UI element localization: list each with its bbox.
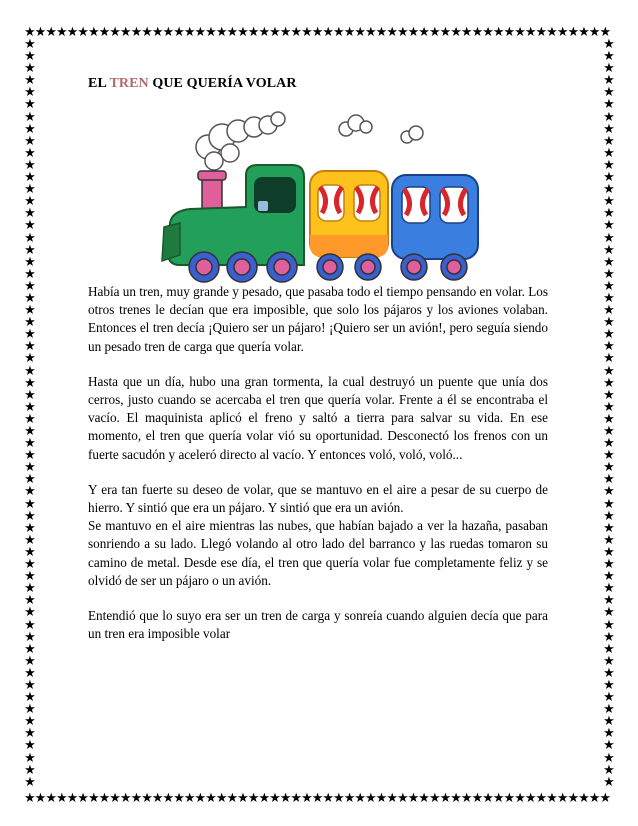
star-icon: ★ xyxy=(119,24,131,39)
star-icon: ★ xyxy=(269,790,280,805)
star-icon: ★ xyxy=(183,790,195,805)
star-icon: ★ xyxy=(603,447,615,463)
star-icon: ★ xyxy=(24,616,36,632)
star-icon: ★ xyxy=(24,483,36,499)
star-icon: ★ xyxy=(24,749,36,765)
star-icon: ★ xyxy=(603,531,615,547)
star-icon: ★ xyxy=(603,108,615,124)
star-icon: ★ xyxy=(24,495,36,511)
star-icon: ★ xyxy=(603,265,615,281)
star-icon: ★ xyxy=(24,60,36,76)
star-icon: ★ xyxy=(66,24,78,39)
star-icon: ★ xyxy=(24,471,36,487)
star-icon: ★ xyxy=(24,628,36,644)
star-icon: ★ xyxy=(311,24,323,39)
star-icon: ★ xyxy=(130,24,142,39)
star-icon: ★ xyxy=(354,790,365,805)
star-icon: ★ xyxy=(24,120,36,136)
star-icon: ★ xyxy=(45,790,56,805)
star-icon: ★ xyxy=(450,24,461,39)
star-icon: ★ xyxy=(603,725,615,741)
star-icon: ★ xyxy=(194,24,206,39)
star-icon: ★ xyxy=(603,737,615,753)
star-icon: ★ xyxy=(24,386,36,402)
star-icon: ★ xyxy=(603,60,615,76)
star-icon: ★ xyxy=(556,24,568,39)
star-icon: ★ xyxy=(162,24,174,39)
star-icon: ★ xyxy=(524,24,536,39)
star-icon: ★ xyxy=(603,410,615,426)
star-icon: ★ xyxy=(578,24,589,39)
paragraph-4: Se mantuvo en el aire mientras las nubes, que habían bajado a ver la hazaña, pasaban sonriendo a su lado. Llegó volando al otro lado del barranco y las ruedas tomaron su camino de metal. Desde ese día, el tren que quería volar fue completamente feliz y se olvidó de ser un pájaro o un avión. xyxy=(88,518,548,588)
star-icon: ★ xyxy=(24,229,36,245)
star-icon: ★ xyxy=(24,398,36,414)
star-icon: ★ xyxy=(546,790,557,805)
star-icon: ★ xyxy=(603,374,615,390)
star-icon: ★ xyxy=(24,241,36,257)
star-icon: ★ xyxy=(24,664,36,680)
star-icon: ★ xyxy=(428,24,440,39)
star-icon: ★ xyxy=(109,24,120,39)
star-icon: ★ xyxy=(151,790,163,805)
star-icon: ★ xyxy=(603,423,615,438)
page-title: EL TREN QUE QUERÍA VOLAR xyxy=(88,76,297,91)
star-border-left xyxy=(22,38,38,792)
toy-train-illustration xyxy=(150,105,485,295)
star-icon: ★ xyxy=(603,592,615,608)
star-icon: ★ xyxy=(77,24,88,39)
star-icon: ★ xyxy=(471,24,483,39)
star-icon: ★ xyxy=(428,790,440,805)
star-icon: ★ xyxy=(24,217,36,233)
star-icon: ★ xyxy=(603,314,615,330)
star-icon: ★ xyxy=(151,24,163,39)
star-icon: ★ xyxy=(514,790,525,805)
star-icon: ★ xyxy=(333,790,344,805)
star-icon: ★ xyxy=(603,676,615,692)
star-icon: ★ xyxy=(24,144,36,160)
star-icon: ★ xyxy=(375,24,387,39)
star-icon: ★ xyxy=(24,689,36,705)
star-icon: ★ xyxy=(603,616,615,632)
star-icon: ★ xyxy=(603,48,615,64)
star-icon: ★ xyxy=(603,72,615,88)
star-icon: ★ xyxy=(24,350,36,366)
star-icon: ★ xyxy=(588,24,600,39)
star-icon: ★ xyxy=(24,302,36,318)
star-icon: ★ xyxy=(603,120,615,136)
star-icon: ★ xyxy=(98,790,110,805)
paragraph-5: Entendió que lo suyo era ser un tren de carga y sonreía cuando alguien decía que para un tren era imposible volar xyxy=(88,608,548,642)
star-icon: ★ xyxy=(87,24,99,39)
star-icon: ★ xyxy=(492,790,504,805)
star-icon: ★ xyxy=(290,790,302,805)
star-icon: ★ xyxy=(365,790,376,805)
star-icon: ★ xyxy=(524,790,536,805)
star-icon: ★ xyxy=(503,24,515,39)
star-icon: ★ xyxy=(418,790,429,805)
star-icon: ★ xyxy=(450,790,461,805)
star-icon: ★ xyxy=(24,519,36,535)
star-icon: ★ xyxy=(603,326,615,342)
star-icon: ★ xyxy=(98,24,110,39)
star-icon: ★ xyxy=(24,181,36,197)
star-icon: ★ xyxy=(482,790,493,805)
star-icon: ★ xyxy=(24,652,36,668)
star-icon: ★ xyxy=(482,24,493,39)
star-icon: ★ xyxy=(603,289,615,305)
paragraph-3: Y era tan fuerte su deseo de volar, que se mantuvo en el aire a pesar de su cuerpo de hierro. Y sintió que era un pájaro. Y sintió que era un avión. xyxy=(88,481,548,516)
star-icon: ★ xyxy=(66,790,78,805)
star-icon: ★ xyxy=(603,38,615,51)
star-icon: ★ xyxy=(603,398,615,414)
star-icon: ★ xyxy=(567,24,579,39)
star-icon: ★ xyxy=(24,326,36,342)
star-icon: ★ xyxy=(34,790,46,805)
star-icon: ★ xyxy=(603,471,615,487)
star-icon: ★ xyxy=(603,169,615,185)
star-icon: ★ xyxy=(603,556,615,572)
star-icon: ★ xyxy=(24,48,36,64)
star-icon: ★ xyxy=(386,24,397,39)
star-icon: ★ xyxy=(205,790,216,805)
star-icon: ★ xyxy=(343,790,355,805)
star-icon: ★ xyxy=(603,495,615,511)
star-icon: ★ xyxy=(301,790,312,805)
star-icon: ★ xyxy=(141,24,152,39)
star-icon: ★ xyxy=(55,790,67,805)
star-icon: ★ xyxy=(279,24,291,39)
star-icon: ★ xyxy=(173,790,184,805)
star-icon: ★ xyxy=(333,24,344,39)
star-icon: ★ xyxy=(24,423,36,438)
star-icon: ★ xyxy=(460,24,472,39)
star-icon: ★ xyxy=(55,24,67,39)
star-icon: ★ xyxy=(322,790,334,805)
star-icon: ★ xyxy=(588,790,600,805)
star-icon: ★ xyxy=(24,640,36,656)
star-icon: ★ xyxy=(546,24,557,39)
star-border-right xyxy=(601,38,617,792)
star-icon: ★ xyxy=(439,790,451,805)
star-icon: ★ xyxy=(418,24,429,39)
star-icon: ★ xyxy=(603,761,615,777)
star-icon: ★ xyxy=(599,24,611,39)
star-icon: ★ xyxy=(24,435,36,451)
star-icon: ★ xyxy=(24,265,36,281)
star-icon: ★ xyxy=(247,790,259,805)
smoke-clouds xyxy=(196,112,423,170)
star-icon: ★ xyxy=(24,761,36,777)
star-icon: ★ xyxy=(603,713,615,729)
star-icon: ★ xyxy=(24,362,36,378)
star-icon: ★ xyxy=(603,749,615,765)
star-icon: ★ xyxy=(226,24,238,39)
star-icon: ★ xyxy=(24,205,36,221)
star-icon: ★ xyxy=(301,24,312,39)
star-icon: ★ xyxy=(24,338,36,354)
star-icon: ★ xyxy=(603,96,615,112)
star-icon: ★ xyxy=(24,277,36,293)
star-icon: ★ xyxy=(578,790,589,805)
star-icon: ★ xyxy=(215,790,227,805)
star-icon: ★ xyxy=(24,132,36,148)
star-border-top xyxy=(24,24,614,40)
star-icon: ★ xyxy=(603,277,615,293)
star-icon: ★ xyxy=(183,24,195,39)
star-icon: ★ xyxy=(77,790,88,805)
star-icon: ★ xyxy=(603,350,615,366)
star-icon: ★ xyxy=(603,253,615,269)
star-icon: ★ xyxy=(603,217,615,233)
star-icon: ★ xyxy=(535,790,547,805)
star-icon: ★ xyxy=(226,790,238,805)
star-icon: ★ xyxy=(535,24,547,39)
star-icon: ★ xyxy=(603,435,615,451)
star-icon: ★ xyxy=(471,790,483,805)
star-icon: ★ xyxy=(603,543,615,559)
star-icon: ★ xyxy=(24,737,36,753)
star-icon: ★ xyxy=(603,773,615,789)
star-icon: ★ xyxy=(343,24,355,39)
star-icon: ★ xyxy=(141,790,152,805)
star-icon: ★ xyxy=(162,790,174,805)
star-icon: ★ xyxy=(603,701,615,717)
star-icon: ★ xyxy=(603,640,615,656)
star-icon: ★ xyxy=(599,790,611,805)
star-icon: ★ xyxy=(24,543,36,559)
star-icon: ★ xyxy=(24,604,36,620)
star-icon: ★ xyxy=(311,790,323,805)
star-icon: ★ xyxy=(396,790,408,805)
star-icon: ★ xyxy=(603,241,615,257)
star-icon: ★ xyxy=(460,790,472,805)
star-icon: ★ xyxy=(503,790,515,805)
star-icon: ★ xyxy=(24,289,36,305)
star-icon: ★ xyxy=(603,193,615,209)
star-icon: ★ xyxy=(24,568,36,584)
star-icon: ★ xyxy=(258,24,270,39)
star-icon: ★ xyxy=(173,24,184,39)
star-icon: ★ xyxy=(603,132,615,148)
star-icon: ★ xyxy=(492,24,504,39)
star-icon: ★ xyxy=(24,556,36,572)
star-icon: ★ xyxy=(279,790,291,805)
star-icon: ★ xyxy=(119,790,131,805)
star-icon: ★ xyxy=(603,229,615,245)
star-icon: ★ xyxy=(24,447,36,463)
star-icon: ★ xyxy=(603,604,615,620)
star-icon: ★ xyxy=(24,72,36,88)
star-icon: ★ xyxy=(603,507,615,523)
star-icon: ★ xyxy=(407,24,419,39)
star-icon: ★ xyxy=(603,302,615,318)
star-icon: ★ xyxy=(396,24,408,39)
star-icon: ★ xyxy=(24,84,36,100)
star-icon: ★ xyxy=(24,531,36,547)
star-icon: ★ xyxy=(194,790,206,805)
star-icon: ★ xyxy=(514,24,525,39)
star-icon: ★ xyxy=(322,24,334,39)
star-icon: ★ xyxy=(24,374,36,390)
star-icon: ★ xyxy=(603,483,615,499)
star-icon: ★ xyxy=(603,181,615,197)
star-icon: ★ xyxy=(258,790,270,805)
paragraph-2: Hasta que un día, hubo una gran tormenta, la cual destruyó un puente que unía dos cerros, justo cuando se acercaba el tren que quería volar. Frente a él se encontraba el vacío. El maquinista aplicó el freno y saltó a tierra para salvar su vida. En ese momento, el tren que quería volar vió su oportunidad. Desconectó los frenos con un fuerte sacudón y aceleró directo al vacío. Y entonces voló, voló, voló... xyxy=(88,373,548,462)
star-icon: ★ xyxy=(269,24,280,39)
star-icon: ★ xyxy=(603,338,615,354)
star-icon: ★ xyxy=(87,790,99,805)
star-icon: ★ xyxy=(24,24,35,39)
star-icon: ★ xyxy=(603,519,615,535)
star-icon: ★ xyxy=(24,108,36,124)
star-icon: ★ xyxy=(24,790,35,805)
star-icon: ★ xyxy=(365,24,376,39)
star-icon: ★ xyxy=(24,725,36,741)
star-icon: ★ xyxy=(603,689,615,705)
star-icon: ★ xyxy=(567,790,579,805)
star-icon: ★ xyxy=(237,790,248,805)
star-icon: ★ xyxy=(603,652,615,668)
star-icon: ★ xyxy=(375,790,387,805)
star-icon: ★ xyxy=(603,459,615,475)
star-icon: ★ xyxy=(24,314,36,330)
paragraph-1: Había un tren, muy grande y pesado, que pasaba todo el tiempo pensando en volar. Los otros trenes le decían que era imposible, que solo los pájaros y los aviones volaban. Entonces el tren decía ¡Quiero ser un pájaro! ¡Quiero ser un avión!, pero seguía siendo un pesado tren de carga que quería volar. xyxy=(88,284,548,354)
star-icon: ★ xyxy=(45,24,56,39)
star-icon: ★ xyxy=(603,144,615,160)
star-icon: ★ xyxy=(24,713,36,729)
star-icon: ★ xyxy=(407,790,419,805)
star-icon: ★ xyxy=(109,790,120,805)
star-icon: ★ xyxy=(24,592,36,608)
story-text xyxy=(88,283,548,660)
star-icon: ★ xyxy=(215,24,227,39)
star-border-bottom xyxy=(24,790,614,806)
star-icon: ★ xyxy=(24,459,36,475)
star-icon: ★ xyxy=(603,205,615,221)
star-icon: ★ xyxy=(439,24,451,39)
star-icon: ★ xyxy=(556,790,568,805)
star-icon: ★ xyxy=(603,580,615,596)
star-icon: ★ xyxy=(603,362,615,378)
star-icon: ★ xyxy=(24,169,36,185)
star-icon: ★ xyxy=(24,410,36,426)
star-icon: ★ xyxy=(603,84,615,100)
star-icon: ★ xyxy=(603,386,615,402)
star-icon: ★ xyxy=(24,676,36,692)
star-icon: ★ xyxy=(24,38,36,51)
star-icon: ★ xyxy=(290,24,302,39)
star-icon: ★ xyxy=(24,193,36,209)
star-icon: ★ xyxy=(24,96,36,112)
star-icon: ★ xyxy=(205,24,216,39)
star-icon: ★ xyxy=(247,24,259,39)
star-icon: ★ xyxy=(24,156,36,172)
star-icon: ★ xyxy=(24,701,36,717)
star-icon: ★ xyxy=(386,790,397,805)
star-icon: ★ xyxy=(24,580,36,596)
star-icon: ★ xyxy=(603,664,615,680)
star-icon: ★ xyxy=(34,24,46,39)
star-icon: ★ xyxy=(24,773,36,789)
star-icon: ★ xyxy=(603,628,615,644)
star-icon: ★ xyxy=(24,507,36,523)
star-icon: ★ xyxy=(237,24,248,39)
star-icon: ★ xyxy=(130,790,142,805)
star-icon: ★ xyxy=(603,156,615,172)
star-icon: ★ xyxy=(354,24,365,39)
star-icon: ★ xyxy=(603,568,615,584)
star-icon: ★ xyxy=(24,253,36,269)
